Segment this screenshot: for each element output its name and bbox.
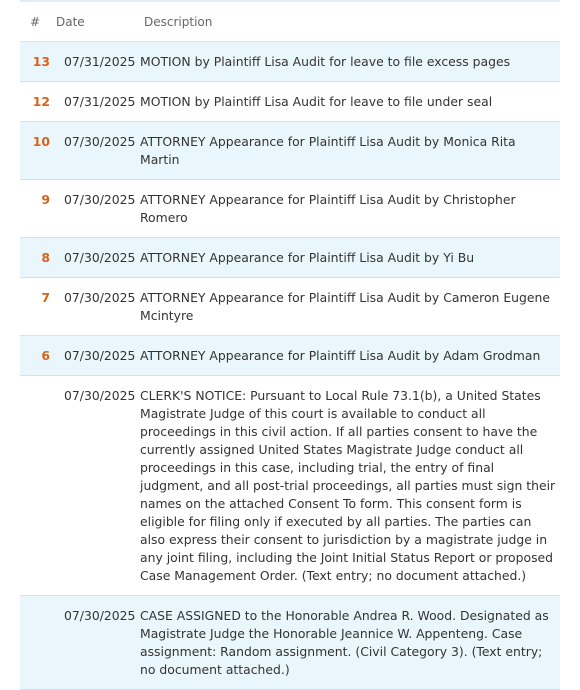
entry-description: ATTORNEY Appearance for Plaintiff Lisa Audit by Cameron Eugene Mcintyre <box>140 290 550 323</box>
entry-date: 07/30/2025 <box>64 348 136 363</box>
entry-description: ATTORNEY Appearance for Plaintiff Lisa Audit by Monica Rita Martin <box>140 134 516 167</box>
entry-number[interactable]: 12 <box>32 94 50 109</box>
entry-description: CLERK'S NOTICE: Pursuant to Local Rule 73.1(b), a United States Magistrate Judge of this court is available to conduct all proceedings in this civil action. If all parties consent to have the currently assigned United States Magistrate Judge conduct all proceedings in this case, including trial, the entry of final judgment, and all post-trial proceedings, all parties must sign their names on the attached Consent To form. This consent form is eligible for filing only if executed by all parties. The parties can also express their consent to jurisdiction by a magistrate judge in any joint filing, including the Joint Initial Status Report or proposed Case Management Order. (Text entry; no document attached.) <box>140 388 556 583</box>
entry-date: 07/31/2025 <box>64 94 136 109</box>
entry-description: MOTION by Plaintiff Lisa Audit for leave to file under seal <box>140 94 493 109</box>
entry-number[interactable]: 9 <box>41 192 50 207</box>
docket-entry <box>20 278 560 336</box>
entry-description: ATTORNEY Appearance for Plaintiff Lisa Audit by Adam Grodman <box>140 348 541 363</box>
entry-description: ATTORNEY Appearance for Plaintiff Lisa Audit by Yi Bu <box>140 250 475 265</box>
docket-entry <box>20 596 560 690</box>
column-header-number: # <box>30 14 41 29</box>
docket-entry <box>20 238 560 278</box>
entry-date: 07/30/2025 <box>64 250 136 265</box>
entry-date: 07/30/2025 <box>64 192 136 207</box>
entry-date: 07/30/2025 <box>64 388 136 403</box>
entry-date: 07/30/2025 <box>64 608 136 623</box>
entry-number[interactable]: 7 <box>41 290 50 305</box>
docket-entry <box>20 180 560 238</box>
entry-description: MOTION by Plaintiff Lisa Audit for leave to file excess pages <box>140 54 511 69</box>
entry-date: 07/30/2025 <box>64 134 136 149</box>
entry-number[interactable]: 6 <box>41 348 50 363</box>
entry-number[interactable]: 8 <box>41 250 50 265</box>
entry-number[interactable]: 13 <box>32 54 50 69</box>
entry-date: 07/30/2025 <box>64 290 136 305</box>
docket-entry <box>20 122 560 180</box>
docket-table <box>20 0 560 690</box>
column-header-description: Description <box>144 14 213 29</box>
entry-number[interactable]: 10 <box>32 134 50 149</box>
column-header-date: Date <box>56 14 85 29</box>
entry-date: 07/31/2025 <box>64 54 136 69</box>
entry-description: CASE ASSIGNED to the Honorable Andrea R. Wood. Designated as Magistrate Judge the Honorable Jeannice W. Appenteng. Case assignment: Random assignment. (Civil Category 3). (Text entry; no document attached.) <box>140 608 549 677</box>
docket-entry <box>20 42 560 82</box>
docket-entry <box>20 376 560 596</box>
docket-entry <box>20 336 560 376</box>
table-header <box>20 2 560 42</box>
entry-description: ATTORNEY Appearance for Plaintiff Lisa Audit by Christopher Romero <box>140 192 516 225</box>
docket-entry <box>20 82 560 122</box>
